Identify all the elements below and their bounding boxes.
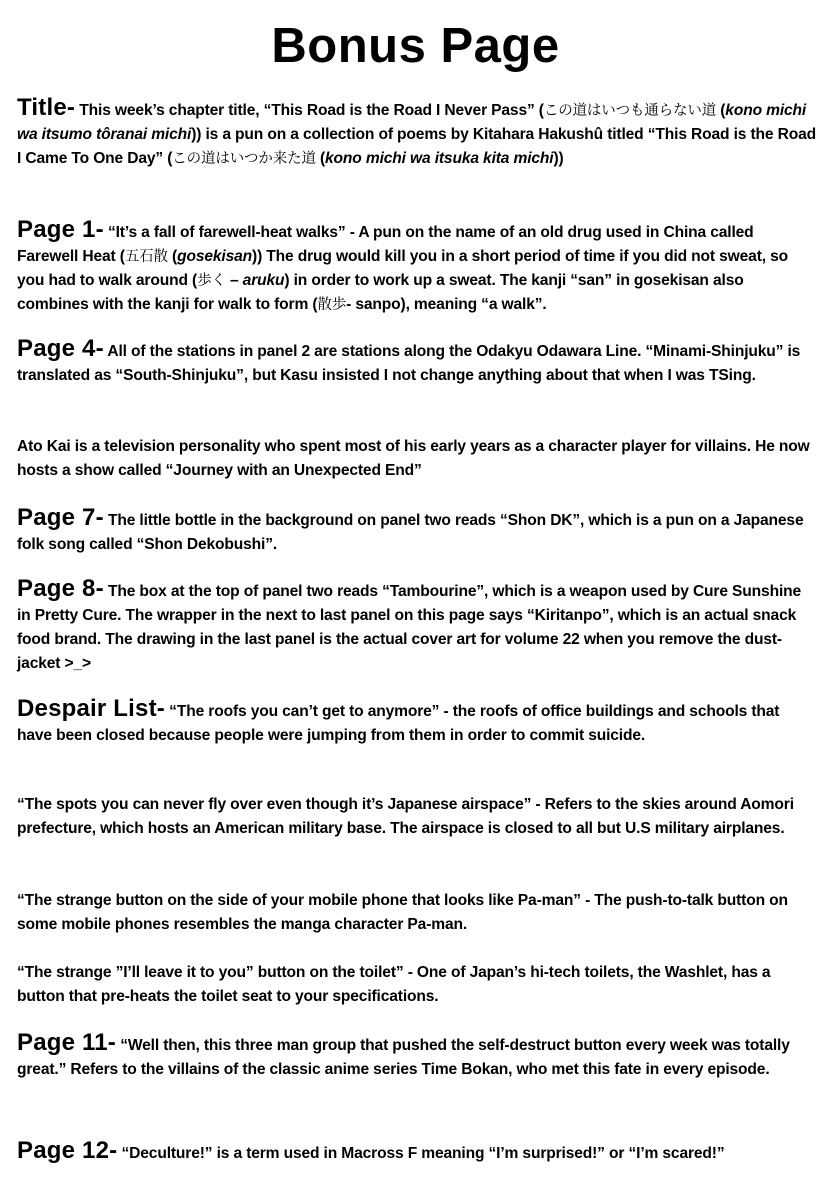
section-title xyxy=(17,96,817,171)
section-text: “Deculture!” is a term used in Macross F meaning “I’m surprised!” or “I’m scared!” xyxy=(121,1145,725,1162)
section-heading: Title- xyxy=(17,94,76,121)
section-text: ) in order to work up a sweat. The kanji “san” in gosekisan also combines with the kanji for walk to form ( xyxy=(17,272,744,313)
page-title: Bonus Page xyxy=(271,19,560,73)
section-text: )) The drug would kill you in a short period of time if you did not sweat, so you had to walk around ( xyxy=(17,248,789,289)
section-heading: Page 12- xyxy=(17,1137,118,1164)
japanese-text: 五石散 xyxy=(124,249,168,265)
section-page-11 xyxy=(17,1031,817,1082)
section-text: ( xyxy=(167,248,178,265)
section-text: This week’s chapter title, “This Road is the Road I Never Pass” ( xyxy=(79,102,544,119)
section-text: The box at the top of panel two reads “Tambourine”, which is a weapon used by Cure Sunshine in Pretty Cure. The wrapper in the next to last panel on this page says “Kiritanpo”, which is an actual snack food brand. The drawing in the last panel is the actual cover art for volume 22 when you remove the dust-jacket >_> xyxy=(17,583,802,672)
section-page-8 xyxy=(17,577,817,676)
section-page-7 xyxy=(17,506,817,557)
despair-item: “The strange ”I’ll leave it to you” button on the toilet” - One of Japan’s hi-tech toilets, the Washlet, has a button that pre-heats the toilet seat to your specifications. xyxy=(17,964,771,1005)
section-page-1 xyxy=(17,218,817,317)
despair-item: “The strange button on the side of your mobile phone that looks like Pa-man” - The push-to-talk button on some mobile phones resembles the manga character Pa-man. xyxy=(17,892,788,933)
section-heading: Despair List- xyxy=(17,695,165,722)
section-text: ( xyxy=(716,102,726,119)
japanese-text: 歩く xyxy=(197,273,226,289)
romaji-text: gosekisan xyxy=(177,248,253,265)
section-text: “Well then, this three man group that pushed the self-destruct button every week was totally great.” Refers to the villains of the classic anime series Time Bokan, who met this fate in every episode. xyxy=(17,1037,790,1078)
section-despair-list xyxy=(17,697,817,748)
section-page-4-paragraph: Ato Kai is a television personality who spent most of his early years as a character player for villains. He now hosts a show called “Journey with an Unexpected End” xyxy=(17,438,810,479)
japanese-text: この道はいつか来た道 xyxy=(172,151,316,167)
section-text: All of the stations in panel 2 are stations along the Odakyu Odawara Line. “Minami-Shinjuku” is translated as “South-Shinjuku”, but Kasu insisted I not change anything about that when I was TSing. xyxy=(17,343,801,384)
section-heading: Page 4- xyxy=(17,335,104,362)
section-heading: Page 11- xyxy=(17,1029,116,1056)
section-text: )) is a pun on a collection of poems by Kitahara Hakushû titled “This Road is the Road I Came To One Day” ( xyxy=(17,126,816,167)
romaji-text: kono michi wa itsuka kita michi xyxy=(325,150,554,167)
section-text: - sanpo), meaning “a walk”. xyxy=(346,296,547,313)
section-page-12 xyxy=(17,1139,817,1166)
section-text: ( xyxy=(315,150,326,167)
romaji-text: aruku xyxy=(242,272,285,289)
despair-item: “The spots you can never fly over even though it’s Japanese airspace” - Refers to the skies around Aomori prefecture, which hosts an American military base. The airspace is closed to all but U.S military airplanes. xyxy=(17,796,794,837)
section-text: “It’s a fall of farewell-heat walks” - A pun on the name of an old drug used in China called Farewell Heat ( xyxy=(17,224,754,265)
section-text: “The roofs you can’t get to anymore” - the roofs of office buildings and schools that have been closed because people were jumping from them in order to commit suicide. xyxy=(17,703,780,744)
section-page-4 xyxy=(17,337,817,388)
japanese-text: 散歩 xyxy=(317,297,347,313)
romaji-text: kono michi wa itsumo tôranai michi xyxy=(17,102,807,143)
section-text: )) xyxy=(553,150,564,167)
japanese-text: この道はいつも通らない道 xyxy=(543,103,717,119)
section-heading: Page 8- xyxy=(17,575,104,602)
section-heading: Page 7- xyxy=(17,504,104,531)
section-heading: Page 1- xyxy=(17,216,104,243)
section-text: – xyxy=(225,272,243,289)
section-text: The little bottle in the background on panel two reads “Shon DK”, which is a pun on a Japanese folk song called “Shon Dekobushi”. xyxy=(17,512,804,553)
